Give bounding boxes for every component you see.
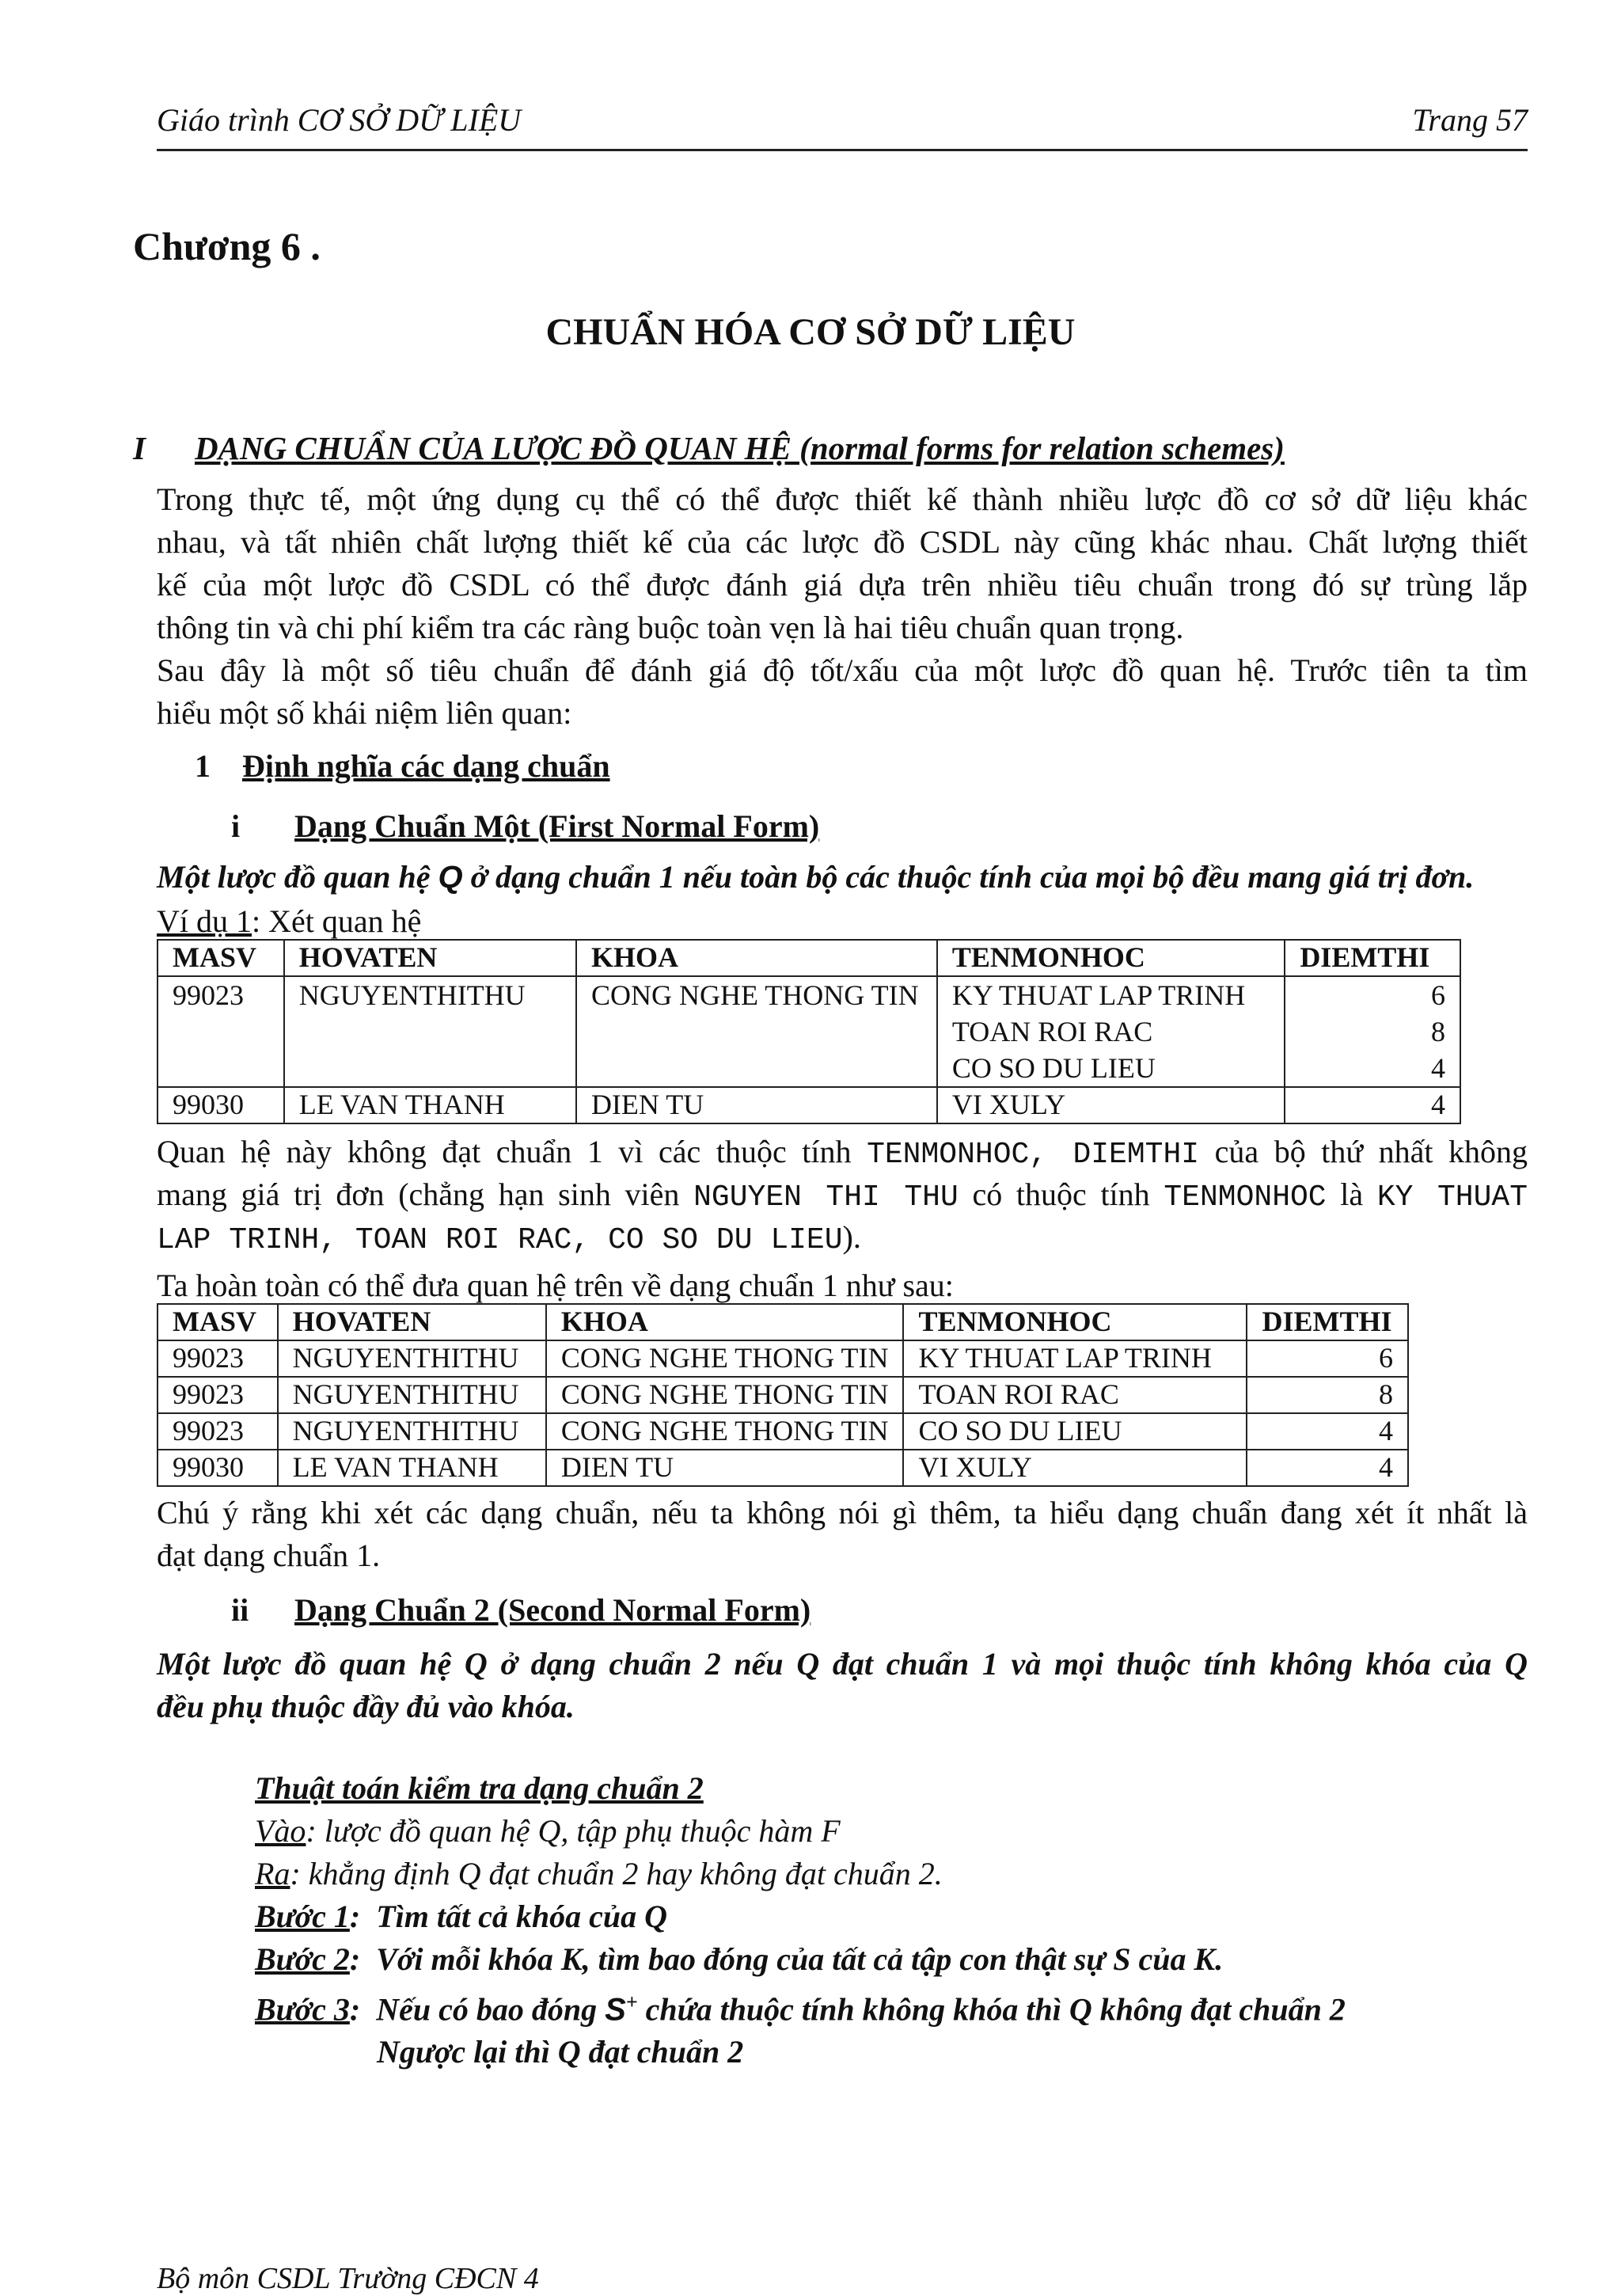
- column-header: HOVATEN: [278, 1304, 546, 1340]
- cell-masv: 99023: [158, 976, 284, 1087]
- subsection-number: 1: [195, 748, 211, 784]
- table-row: 99030 LE VAN THANH DIEN TU VI XULY 4: [158, 1450, 1408, 1486]
- cell-tenmonhoc: VI XULY: [937, 1087, 1285, 1123]
- cell-diemthi: 4: [1285, 1087, 1460, 1123]
- page-header: [157, 101, 1528, 151]
- page-footer: Bộ môn CSDL Trường CĐCN 4: [157, 2262, 539, 2295]
- cell-hovaten: NGUYENTHITHU: [284, 976, 576, 1087]
- algorithm-input: Vào: lược đồ quan hệ Q, tập phụ thuộc hàm F: [255, 1813, 841, 1849]
- column-header: KHOA: [546, 1304, 904, 1340]
- table-1nf: [157, 1303, 1409, 1487]
- table-header-row: [158, 940, 1460, 976]
- chapter-title: CHUẨN HÓA CƠ SỞ DỮ LIỆU: [545, 311, 1076, 353]
- page-number: Trang 57: [1412, 102, 1528, 138]
- algorithm-step-2: Bước 2: Với mỗi khóa K, tìm bao đóng của tất cả tập con thật sự S của K.: [255, 1941, 1224, 1977]
- column-header: KHOA: [576, 940, 937, 976]
- cell-khoa: CONG NGHE THONG TIN: [576, 976, 937, 1087]
- definition-2nf: Một lược đồ quan hệ Q ở dạng chuẩn 2 nếu Q đạt chuẩn 1 và mọi thuộc tính không khóa của Q đều phụ thuộc đầy đủ vào khóa.: [157, 1646, 1528, 1724]
- table-row: [158, 1087, 1460, 1123]
- cell-diemthi: 6 8 4: [1285, 976, 1460, 1087]
- subsection-title: Định nghĩa các dạng chuẩn: [242, 748, 610, 784]
- subsection-ii-title: Dạng Chuẩn 2 (Second Normal Form): [294, 1592, 811, 1628]
- algorithm-title: Thuật toán kiểm tra dạng chuẩn 2: [255, 1770, 704, 1806]
- cell-hovaten: LE VAN THANH: [284, 1087, 576, 1123]
- explanation-paragraph: Quan hệ này không đạt chuẩn 1 vì các thuộc tính TENMONHOC, DIEMTHI của bộ thứ nhất không mang giá trị đơn (chẳng hạn sinh viên NGUYEN THI THU có thuộc tính TENMONHOC là KY THUAT LAP TRINH, TOAN ROI RAC, CO SO DU LIEU).: [157, 1134, 1528, 1257]
- header-title: Giáo trình CƠ SỞ DỮ LIỆU: [157, 102, 522, 138]
- algorithm-block: [255, 1767, 1346, 2074]
- intro-line: kế của một lược đồ CSDL có thể được đánh giá dựa trên nhiều tiêu chuẩn trong đó sự trùng lắp: [157, 567, 1528, 603]
- intro-line: Trong thực tế, một ứng dụng cụ thể có thể được thiết kế thành nhiều lược đồ cơ sở dữ liệu khác: [157, 481, 1528, 517]
- cell-khoa: DIEN TU: [576, 1087, 937, 1123]
- subsection-ii-number: ii: [231, 1592, 249, 1628]
- algorithm-step-3: Bước 3: Nếu có bao đóng S+ chứa thuộc tính không khóa thì Q không đạt chuẩn 2: [255, 1990, 1346, 2028]
- intro-line: Sau đây là một số tiêu chuẩn để đánh giá độ tốt/xấu của một lược đồ quan hệ. Trước tiên ta tìm: [157, 652, 1528, 688]
- column-header: MASV: [158, 940, 284, 976]
- note-paragraph: Chú ý rằng khi xét các dạng chuẩn, nếu ta không nói gì thêm, ta hiểu dạng chuẩn đang xét ít nhất là đạt dạng chuẩn 1.: [157, 1495, 1528, 1573]
- table-unnormalized: [157, 939, 1461, 1124]
- table-row: [158, 976, 1460, 1087]
- subsection-i-number: i: [231, 808, 241, 844]
- chapter-heading: Chương 6 .: [133, 224, 321, 268]
- cell-tenmonhoc: KY THUAT LAP TRINH TOAN ROI RAC CO SO DU LIEU: [937, 976, 1285, 1087]
- column-header: DIEMTHI: [1285, 940, 1460, 976]
- table-row: 99023 NGUYENTHITHU CONG NGHE THONG TIN TOAN ROI RAC 8: [158, 1377, 1408, 1413]
- intro-line: thông tin và chi phí kiểm tra các ràng buộc toàn vẹn là hai tiêu chuẩn quan trọng.: [157, 610, 1184, 645]
- definition-1nf: Một lược đồ quan hệ Q ở dạng chuẩn 1 nếu toàn bộ các thuộc tính của mọi bộ đều mang giá trị đơn.: [157, 859, 1475, 895]
- example-1-label: Ví dụ 1: Xét quan hệ: [157, 903, 422, 939]
- table-header-row: [158, 1304, 1408, 1340]
- table-row: 99023 NGUYENTHITHU CONG NGHE THONG TIN CO SO DU LIEU 4: [158, 1413, 1408, 1450]
- algorithm-output: Ra: khẳng định Q đạt chuẩn 2 hay không đạt chuẩn 2.: [255, 1856, 943, 1891]
- column-header: DIEMTHI: [1247, 1304, 1408, 1340]
- column-header: MASV: [158, 1304, 278, 1340]
- table-row: 99023 NGUYENTHITHU CONG NGHE THONG TIN KY THUAT LAP TRINH 6: [158, 1340, 1408, 1377]
- subsection-i-title: Dạng Chuẩn Một (First Normal Form): [294, 808, 820, 844]
- intro-line: nhau, và tất nhiên chất lượng thiết kế của các lược đồ CSDL này cũng khác nhau. Chất lượng thiết: [157, 524, 1528, 560]
- intro-paragraph: [157, 478, 1528, 735]
- section-number: I: [133, 430, 146, 466]
- cell-masv: 99030: [158, 1087, 284, 1123]
- conversion-sentence: Ta hoàn toàn có thể đưa quan hệ trên về dạng chuẩn 1 như sau:: [157, 1268, 954, 1303]
- column-header: TENMONHOC: [937, 940, 1285, 976]
- algorithm-step-3-else: Ngược lại thì Q đạt chuẩn 2: [377, 2034, 744, 2070]
- algorithm-step-1: Bước 1: Tìm tất cả khóa của Q: [255, 1899, 667, 1934]
- section-title: DẠNG CHUẨN CỦA LƯỢC ĐỒ QUAN HỆ (normal forms for relation schemes): [195, 430, 1285, 466]
- intro-line: hiểu một số khái niệm liên quan:: [157, 695, 572, 731]
- column-header: TENMONHOC: [903, 1304, 1247, 1340]
- column-header: HOVATEN: [284, 940, 576, 976]
